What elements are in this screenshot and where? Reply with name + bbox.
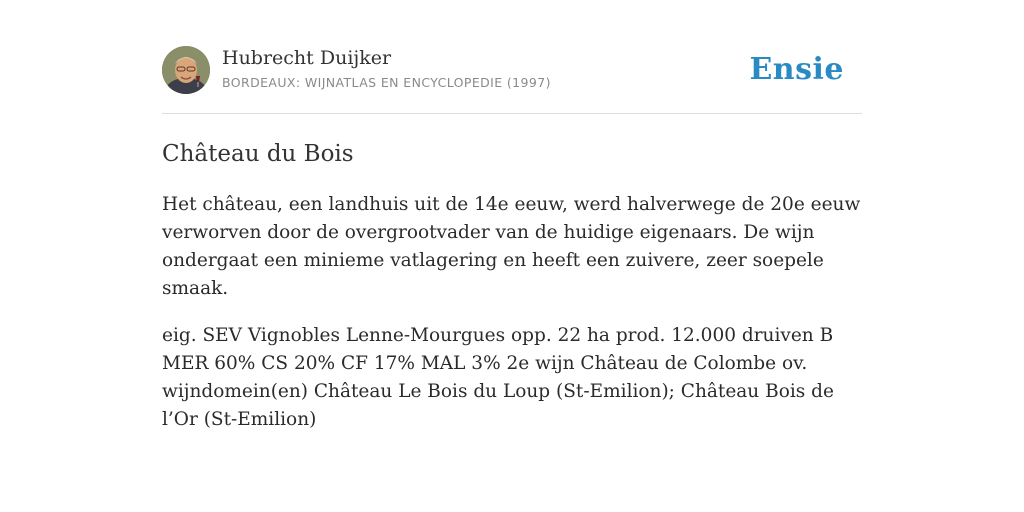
article-paragraph: Het château, een landhuis uit de 14e eeuw, werd halverwege de 20e eeuw verworven door de overgrootvader van de huidige eigenaars. De wijn ondergaat een minieme vatlagering en heeft een zuivere, zeer soepele smaak. xyxy=(162,194,861,299)
ensie-logo[interactable]: Ensie xyxy=(749,52,844,87)
author-name[interactable]: Hubrecht Duijker xyxy=(222,47,392,69)
article-card xyxy=(162,44,862,434)
article-paragraph: eig. SEV Vignobles Lenne-Mourgues opp. 22 ha prod. 12.000 druiven B MER 60% CS 20% CF 17% MAL 3% 2e wijn Château de Colombe ov. wijndomein(en) Château Le Bois du Loup (St-Emilion); Château Bois de l’Or (St-Emilion) xyxy=(162,325,834,430)
author-portrait-icon xyxy=(162,46,210,94)
source-title[interactable]: BORDEAUX: WIJNATLAS EN ENCYCLOPEDIE (1997) xyxy=(222,75,551,90)
article-header xyxy=(162,44,862,114)
article-title: Château du Bois xyxy=(162,141,354,167)
author-avatar[interactable] xyxy=(162,46,210,94)
